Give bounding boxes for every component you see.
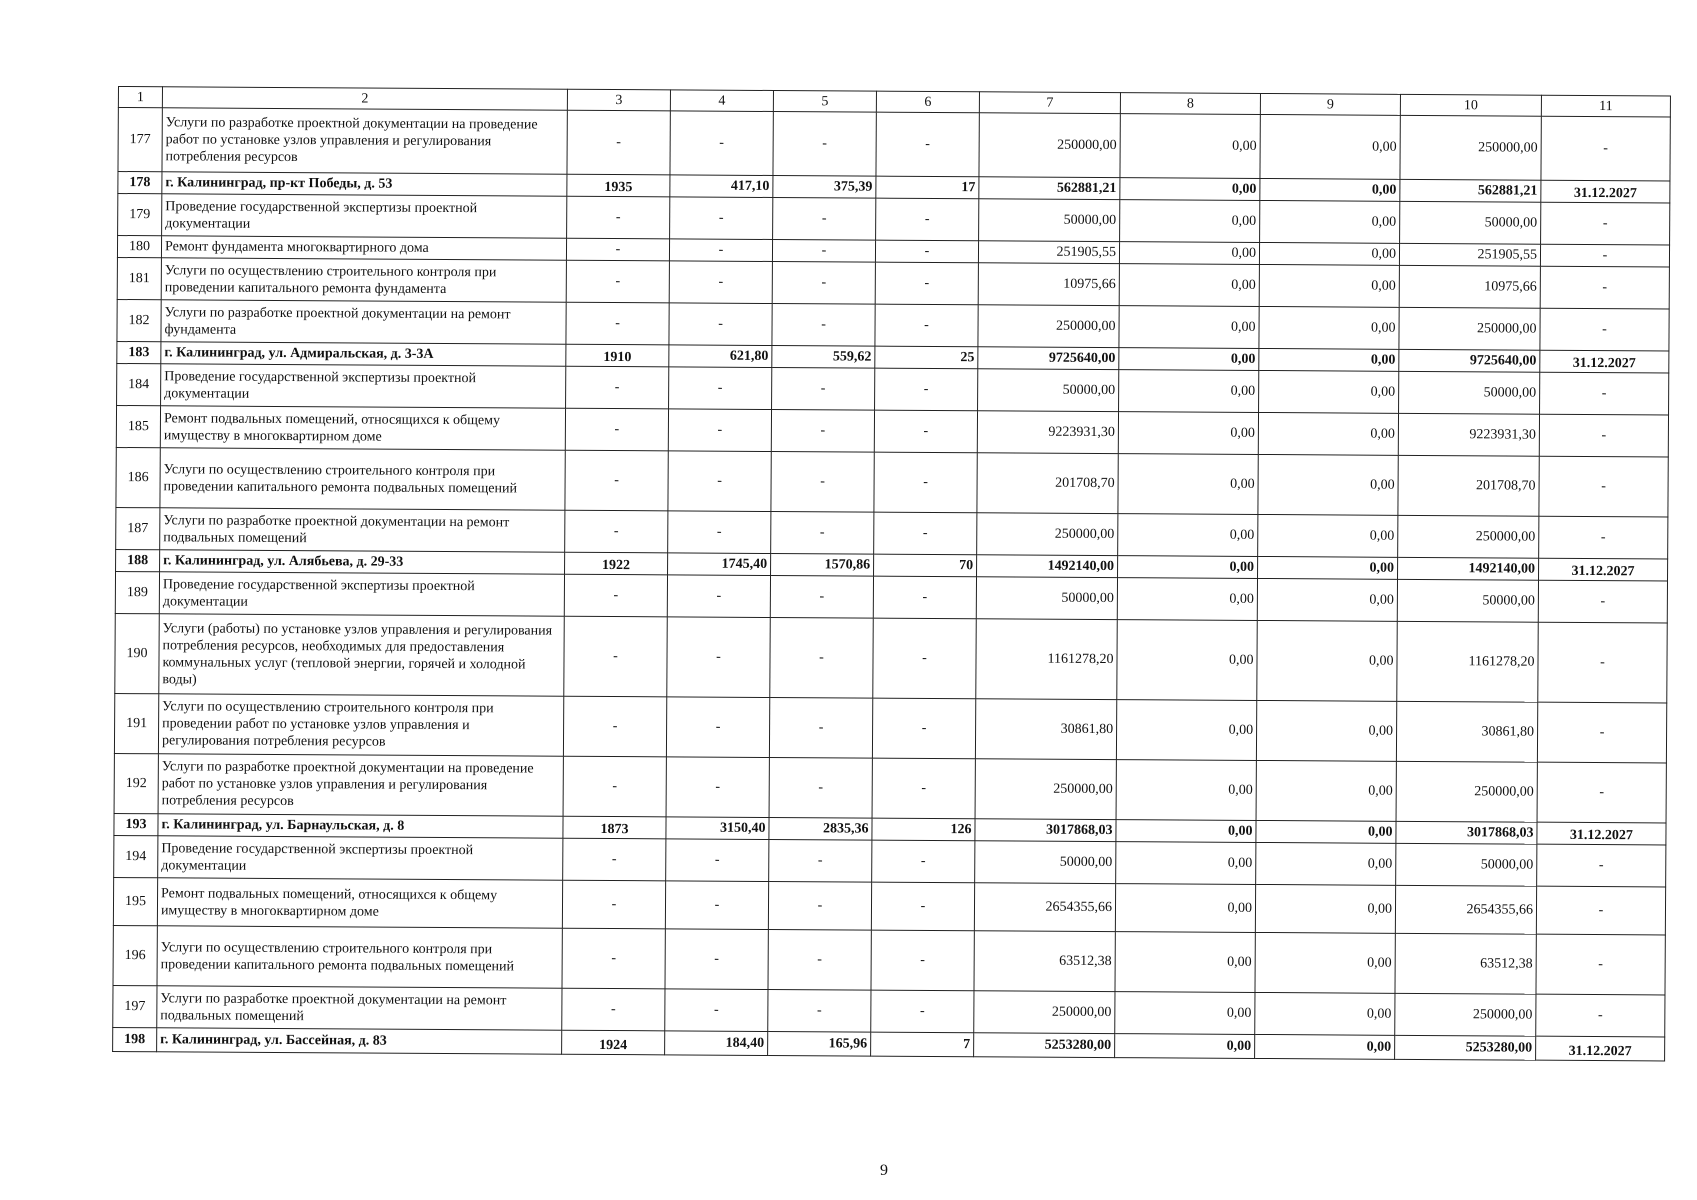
regional-funds: 0,00 [1259,242,1399,265]
residents-count: 17 [876,176,979,199]
row-number: 177 [118,108,162,172]
completion-date: 31.12.2027 [1539,558,1668,581]
regional-funds: 0,00 [1258,514,1398,557]
completion-date: 31.12.2027 [1537,822,1666,845]
federal-funds: 0,00 [1115,932,1255,993]
year-built: - [562,928,665,989]
year-built: - [562,880,665,929]
total-area: 3150,40 [666,817,769,840]
living-area: 375,39 [773,176,876,199]
living-area: - [770,575,873,618]
living-area: - [769,757,872,818]
living-area: - [773,198,876,241]
total-area: 621,80 [669,345,772,368]
federal-funds: 0,00 [1119,242,1259,265]
living-area: - [768,929,871,990]
total-cost: 250000,00 [977,513,1118,556]
residents-count: - [873,618,976,699]
owner-funds: 1161278,20 [1397,621,1538,702]
total-area: - [665,929,768,990]
regional-funds: 0,00 [1255,932,1395,993]
completion-date: - [1536,886,1665,935]
column-header: 11 [1541,95,1670,117]
row-number: 185 [116,405,160,447]
living-area: - [771,409,874,452]
residents-count: - [876,198,979,241]
row-description: г. Калининград, пр-кт Победы, д. 53 [162,172,567,196]
residents-count: 126 [872,818,975,841]
regional-funds: 0,00 [1260,114,1400,179]
total-area: 417,10 [670,175,773,198]
row-number: 179 [118,194,162,236]
repair-schedule-table [112,86,1671,1061]
owner-funds: 3017868,03 [1396,821,1537,844]
completion-date: - [1539,414,1668,457]
federal-funds: 0,00 [1116,760,1256,821]
total-area: - [665,989,768,1032]
regional-funds: 0,00 [1255,884,1395,933]
row-description: Услуги по осуществлению строительного контроля при проведении капитального ремонта подвальных помещений [160,448,565,510]
regional-funds: 0,00 [1255,992,1395,1035]
completion-date: - [1541,116,1670,181]
living-area: - [771,511,874,554]
total-area: 1745,40 [668,553,771,576]
year-built: - [562,988,665,1031]
residents-count: - [875,262,978,305]
row-number: 196 [113,925,157,985]
living-area: 1570,86 [771,553,874,576]
completion-date: - [1537,844,1666,887]
total-cost: 2654355,66 [974,883,1115,932]
residents-count: 7 [871,1032,974,1057]
regional-funds: 0,00 [1256,700,1396,761]
row-number: 194 [114,835,158,877]
year-built: 1910 [566,344,669,367]
total-area: - [670,111,773,176]
row-number: 198 [113,1027,157,1051]
living-area: 559,62 [772,345,875,368]
total-area: 184,40 [665,1031,768,1056]
row-number: 192 [114,753,158,813]
total-cost: 3017868,03 [975,819,1116,842]
total-area: - [669,239,772,262]
owner-funds: 50000,00 [1396,843,1537,886]
living-area: - [768,989,871,1032]
owner-funds: 250000,00 [1395,993,1536,1036]
residents-count: - [871,930,974,991]
total-area: - [669,261,772,304]
living-area: - [772,367,875,410]
owner-funds: 63512,38 [1395,933,1536,994]
federal-funds: 0,00 [1116,700,1256,761]
year-built: - [564,574,667,617]
row-number: 193 [114,813,158,835]
living-area: - [771,451,874,512]
total-cost: 250000,00 [978,305,1119,348]
total-cost: 50000,00 [978,369,1119,412]
regional-funds: 0,00 [1259,370,1399,413]
owner-funds: 10975,66 [1399,265,1540,308]
year-built: - [563,838,666,881]
regional-funds: 0,00 [1259,348,1399,371]
owner-funds: 9223931,30 [1398,413,1539,456]
federal-funds: 0,00 [1119,370,1259,413]
row-description: Проведение государственной экспертизы проектной документации [162,194,567,238]
living-area: - [770,617,873,698]
total-cost: 562881,21 [979,177,1120,200]
year-built: - [563,756,666,817]
year-built: 1873 [563,816,666,839]
living-area: 2835,36 [769,817,872,840]
regional-funds: 0,00 [1259,306,1399,349]
work-item-row [114,753,1666,822]
living-area: - [768,881,871,930]
regional-funds: 0,00 [1256,820,1396,843]
owner-funds: 250000,00 [1399,307,1540,350]
total-area: - [668,451,771,512]
total-area: - [668,511,771,554]
completion-date: - [1537,762,1666,823]
row-description: Услуги по осуществлению строительного контроля при проведении капитального ремонта подвальных помещений [157,926,562,988]
total-cost: 201708,70 [977,453,1118,514]
row-description: Услуги по разработке проектной документации на проведение работ по установке узлов управления и регулирования потребления ресурсов [162,108,567,174]
owner-funds: 1492140,00 [1398,557,1539,580]
total-area: - [666,697,769,758]
regional-funds: 0,00 [1258,412,1398,455]
column-header: 1 [118,87,162,108]
row-number: 183 [117,341,161,363]
total-area: - [669,303,772,346]
completion-date: - [1541,202,1670,245]
federal-funds: 0,00 [1115,992,1255,1035]
column-header: 5 [773,91,876,113]
completion-date: 31.12.2027 [1536,1036,1665,1061]
row-description: Проведение государственной экспертизы проектной документации [158,836,563,880]
total-cost: 250000,00 [979,113,1120,178]
residents-count: - [875,240,978,263]
owner-funds: 50000,00 [1397,579,1538,622]
completion-date: - [1536,994,1665,1037]
year-built: 1935 [567,174,670,197]
completion-date: - [1537,702,1666,763]
work-item-row [116,447,1668,516]
row-number: 178 [118,172,162,194]
total-cost: 63512,38 [974,931,1115,992]
column-header: 3 [567,89,670,111]
regional-funds: 0,00 [1257,578,1397,621]
column-header: 9 [1260,93,1400,115]
work-item-row [114,693,1666,762]
column-header: 4 [670,90,773,112]
completion-date: - [1538,622,1667,703]
owner-funds: 250000,00 [1396,761,1537,822]
federal-funds: 0,00 [1115,1034,1255,1059]
residents-count: - [871,990,974,1033]
federal-funds: 0,00 [1118,556,1258,579]
federal-funds: 0,00 [1119,264,1259,307]
federal-funds: 0,00 [1119,306,1259,349]
completion-date: - [1538,580,1667,623]
living-area: - [773,112,876,177]
residents-count: - [874,512,977,555]
living-area: 165,96 [768,1031,871,1056]
living-area: - [769,839,872,882]
year-built: - [566,238,669,261]
residents-count: - [875,304,978,347]
total-cost: 50000,00 [976,577,1117,620]
row-description: Ремонт фундамента многоквартирного дома [161,236,566,260]
federal-funds: 0,00 [1115,884,1255,933]
owner-funds: 9725640,00 [1399,349,1540,372]
row-description: г. Калининград, ул. Алябьева, д. 29-33 [160,550,565,574]
row-number: 184 [117,363,161,405]
column-header: 6 [876,91,979,113]
federal-funds: 0,00 [1117,620,1257,701]
row-description: Ремонт подвальных помещений, относящихся к общему имуществу в многоквартирном доме [157,878,562,928]
year-built: 1924 [562,1030,665,1055]
total-cost: 10975,66 [978,263,1119,306]
row-description: г. Калининград, ул. Барнаульская, д. 8 [158,814,563,838]
year-built: - [566,366,669,409]
total-area: - [667,575,770,618]
owner-funds: 50000,00 [1400,201,1541,244]
regional-funds: 0,00 [1258,454,1398,515]
total-area: - [666,757,769,818]
row-number: 187 [116,507,160,549]
regional-funds: 0,00 [1260,200,1400,243]
total-cost: 1161278,20 [976,619,1117,700]
regional-funds: 0,00 [1256,842,1396,885]
owner-funds: 50000,00 [1399,371,1540,414]
row-number: 180 [117,236,161,258]
row-description: Ремонт подвальных помещений, относящихся к общему имуществу в многоквартирном доме [160,406,565,450]
living-area: - [769,697,872,758]
total-cost: 50000,00 [979,199,1120,242]
owner-funds: 30861,80 [1396,701,1537,762]
residents-count: - [873,576,976,619]
owner-funds: 562881,21 [1400,179,1541,202]
regional-funds: 0,00 [1259,264,1399,307]
year-built: - [566,302,669,345]
row-number: 190 [115,613,159,693]
row-description: г. Калининград, ул. Адмиральская, д. 3-3А [161,342,566,366]
total-cost: 9223931,30 [977,411,1118,454]
year-built: - [567,110,670,175]
owner-funds: 250000,00 [1398,515,1539,558]
completion-date: - [1540,244,1669,267]
row-number: 195 [113,877,157,925]
federal-funds: 0,00 [1118,412,1258,455]
work-item-row [113,925,1665,994]
completion-date: 31.12.2027 [1541,180,1670,203]
federal-funds: 0,00 [1116,820,1256,843]
year-built: - [567,196,670,239]
completion-date: - [1540,308,1669,351]
row-number: 182 [117,299,161,341]
column-header: 10 [1400,94,1541,116]
total-area: - [665,881,768,930]
work-item-row [118,108,1670,181]
federal-funds: 0,00 [1120,178,1260,201]
column-header: 2 [162,87,567,110]
federal-funds: 0,00 [1117,578,1257,621]
residents-count: - [875,368,978,411]
owner-funds: 250000,00 [1400,115,1541,180]
living-area: - [772,304,875,347]
federal-funds: 0,00 [1119,348,1259,371]
year-built: - [563,696,666,757]
federal-funds: 0,00 [1118,454,1258,515]
regional-funds: 0,00 [1256,760,1396,821]
completion-date: - [1540,266,1669,309]
total-cost: 250000,00 [975,759,1116,820]
total-area: - [668,409,771,452]
row-number: 197 [113,985,157,1027]
owner-funds: 2654355,66 [1395,885,1536,934]
residents-count: - [876,112,979,177]
total-area: - [670,197,773,240]
total-cost: 251905,55 [978,241,1119,264]
work-item-row [115,613,1667,702]
residents-count: - [874,452,977,513]
total-cost: 250000,00 [974,991,1115,1034]
total-area: - [667,617,770,698]
total-cost: 1492140,00 [977,555,1118,578]
year-built: - [565,408,668,451]
residents-count: - [872,698,975,759]
page-number: 9 [880,1162,888,1179]
row-number: 186 [116,447,160,507]
total-cost: 5253280,00 [974,1033,1115,1058]
total-cost: 50000,00 [975,841,1116,884]
living-area: - [772,240,875,263]
completion-date: - [1539,456,1668,517]
total-area: - [666,839,769,882]
federal-funds: 0,00 [1118,514,1258,557]
total-cost: 30861,80 [975,699,1116,760]
total-cost: 9725640,00 [978,347,1119,370]
row-description: Услуги по осуществлению строительного контроля при проведении капитального ремонта фундамента [161,258,566,302]
completion-date: 31.12.2027 [1540,350,1669,373]
residents-count: - [872,840,975,883]
year-built: - [566,260,669,303]
completion-date: - [1539,516,1668,559]
column-header: 8 [1120,93,1260,115]
row-number: 189 [115,571,159,613]
regional-funds: 0,00 [1260,178,1400,201]
row-number: 191 [114,693,158,753]
year-built: - [564,616,667,697]
row-number: 188 [116,549,160,571]
year-built: - [565,510,668,553]
column-header: 7 [979,92,1120,114]
living-area: - [772,262,875,305]
row-description: Услуги (работы) по установке узлов управления и регулирования потребления ресурсов, необходимых для предоставления коммунальных услуг (тепловой энергии, горячей и холодной воды) [159,614,564,696]
row-description: Проведение государственной экспертизы проектной документации [161,364,566,408]
row-description: Услуги по разработке проектной документации на ремонт подвальных помещений [160,508,565,552]
residents-count: 25 [875,346,978,369]
federal-funds: 0,00 [1120,200,1260,243]
owner-funds: 251905,55 [1399,243,1540,266]
regional-funds: 0,00 [1257,620,1397,701]
residents-count: 70 [874,554,977,577]
year-built: - [565,450,668,511]
row-description: Услуги по осуществлению строительного контроля при проведении работ по установке узлов управления и регулирования потребления ресурсов [158,694,563,756]
regional-funds: 0,00 [1258,556,1398,579]
row-number: 181 [117,257,161,299]
owner-funds: 5253280,00 [1395,1035,1536,1060]
row-description: Услуги по разработке проектной документации на ремонт фундамента [161,300,566,344]
total-area: - [669,367,772,410]
regional-funds: 0,00 [1255,1034,1395,1059]
completion-date: - [1540,372,1669,415]
residents-count: - [872,758,975,819]
row-description: г. Калининград, ул. Бассейная, д. 83 [157,1028,562,1054]
year-built: 1922 [565,552,668,575]
row-description: Проведение государственной экспертизы проектной документации [159,572,564,616]
federal-funds: 0,00 [1120,114,1260,179]
table-body [113,108,1671,1061]
residents-count: - [874,410,977,453]
owner-funds: 201708,70 [1398,455,1539,516]
federal-funds: 0,00 [1116,842,1256,885]
completion-date: - [1536,934,1665,995]
row-description: Услуги по разработке проектной документации на ремонт подвальных помещений [157,986,562,1030]
residents-count: - [871,882,974,931]
row-description: Услуги по разработке проектной документации на проведение работ по установке узлов управления и регулирования потребления ресурсов [158,754,563,816]
